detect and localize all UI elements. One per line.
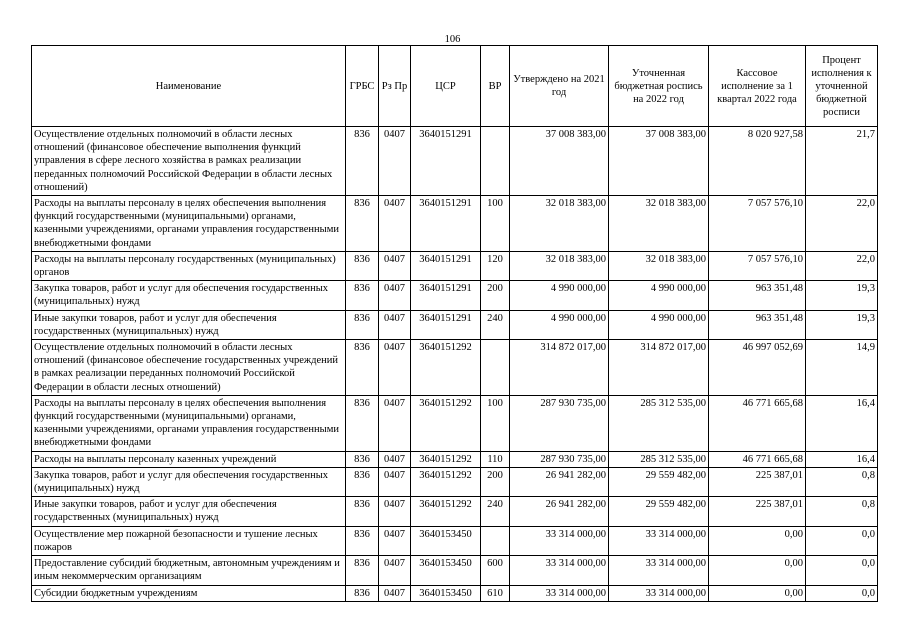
cell-percent: 0,0 [806, 526, 878, 555]
cell-cash: 46 771 665,68 [709, 395, 806, 451]
cell-rzpr: 0407 [379, 585, 411, 601]
cell-vr: 200 [481, 281, 510, 310]
cell-approved: 4 990 000,00 [510, 310, 609, 339]
cell-approved: 314 872 017,00 [510, 340, 609, 396]
col-header-rzpr: Рз Пр [379, 46, 411, 127]
table-row [32, 127, 878, 196]
cell-vr [481, 340, 510, 396]
cell-grbs: 836 [346, 497, 379, 526]
cell-csr: 3640151291 [411, 251, 481, 280]
table-row [32, 395, 878, 451]
cell-vr: 100 [481, 196, 510, 252]
cell-approved: 33 314 000,00 [510, 526, 609, 555]
cell-rzpr: 0407 [379, 497, 411, 526]
cell-approved: 32 018 383,00 [510, 196, 609, 252]
table-row [32, 556, 878, 585]
cell-name: Расходы на выплаты персоналу в целях обеспечения выполнения функций государственными (муниципальными) органами, казенными учреждениями, органами управления государственными внебюджетными фондами [32, 196, 346, 252]
table-row [32, 281, 878, 310]
cell-cash: 0,00 [709, 556, 806, 585]
cell-approved: 33 314 000,00 [510, 556, 609, 585]
cell-rzpr: 0407 [379, 127, 411, 196]
cell-grbs: 836 [346, 251, 379, 280]
cell-grbs: 836 [346, 556, 379, 585]
table-row [32, 526, 878, 555]
col-header-name: Наименование [32, 46, 346, 127]
cell-csr: 3640151292 [411, 467, 481, 496]
col-header-percent: Процент исполнения к уточненной бюджетной росписи [806, 46, 878, 127]
cell-rzpr: 0407 [379, 196, 411, 252]
cell-name: Закупка товаров, работ и услуг для обеспечения государственных (муниципальных) нужд [32, 467, 346, 496]
cell-vr: 240 [481, 310, 510, 339]
cell-rzpr: 0407 [379, 526, 411, 555]
cell-cash: 963 351,48 [709, 281, 806, 310]
cell-rzpr: 0407 [379, 395, 411, 451]
col-header-grbs: ГРБС [346, 46, 379, 127]
cell-name: Расходы на выплаты персоналу в целях обеспечения выполнения функций государственными (муниципальными) органами, казенными учреждениями, органами управления государственными внебюджетными фондами [32, 395, 346, 451]
col-header-vr: ВР [481, 46, 510, 127]
cell-percent: 14,9 [806, 340, 878, 396]
cell-rzpr: 0407 [379, 451, 411, 467]
cell-rzpr: 0407 [379, 251, 411, 280]
cell-vr: 600 [481, 556, 510, 585]
cell-refined: 285 312 535,00 [609, 395, 709, 451]
cell-rzpr: 0407 [379, 340, 411, 396]
cell-name: Иные закупки товаров, работ и услуг для обеспечения государственных (муниципальных) нужд [32, 497, 346, 526]
cell-rzpr: 0407 [379, 310, 411, 339]
cell-csr: 3640151291 [411, 281, 481, 310]
cell-percent: 0,8 [806, 497, 878, 526]
cell-percent: 19,3 [806, 281, 878, 310]
cell-refined: 4 990 000,00 [609, 310, 709, 339]
cell-cash: 8 020 927,58 [709, 127, 806, 196]
cell-rzpr: 0407 [379, 467, 411, 496]
cell-approved: 26 941 282,00 [510, 497, 609, 526]
cell-grbs: 836 [346, 310, 379, 339]
cell-approved: 33 314 000,00 [510, 585, 609, 601]
cell-csr: 3640153450 [411, 556, 481, 585]
col-header-csr: ЦСР [411, 46, 481, 127]
cell-percent: 19,3 [806, 310, 878, 339]
cell-refined: 32 018 383,00 [609, 196, 709, 252]
budget-table [31, 45, 878, 602]
header-row [32, 46, 878, 127]
cell-percent: 16,4 [806, 395, 878, 451]
cell-approved: 287 930 735,00 [510, 395, 609, 451]
cell-vr [481, 127, 510, 196]
cell-grbs: 836 [346, 467, 379, 496]
cell-cash: 46 771 665,68 [709, 451, 806, 467]
cell-cash: 46 997 052,69 [709, 340, 806, 396]
cell-vr: 240 [481, 497, 510, 526]
cell-refined: 4 990 000,00 [609, 281, 709, 310]
cell-grbs: 836 [346, 451, 379, 467]
cell-refined: 33 314 000,00 [609, 526, 709, 555]
cell-percent: 0,8 [806, 467, 878, 496]
cell-percent: 16,4 [806, 451, 878, 467]
cell-refined: 32 018 383,00 [609, 251, 709, 280]
cell-grbs: 836 [346, 127, 379, 196]
cell-grbs: 836 [346, 196, 379, 252]
cell-percent: 0,0 [806, 585, 878, 601]
cell-approved: 4 990 000,00 [510, 281, 609, 310]
cell-refined: 33 314 000,00 [609, 556, 709, 585]
cell-cash: 963 351,48 [709, 310, 806, 339]
cell-grbs: 836 [346, 340, 379, 396]
cell-cash: 225 387,01 [709, 497, 806, 526]
cell-percent: 21,7 [806, 127, 878, 196]
cell-cash: 7 057 576,10 [709, 251, 806, 280]
cell-refined: 285 312 535,00 [609, 451, 709, 467]
cell-percent: 22,0 [806, 196, 878, 252]
cell-csr: 3640151291 [411, 127, 481, 196]
table-row [32, 467, 878, 496]
cell-vr: 610 [481, 585, 510, 601]
cell-name: Расходы на выплаты персоналу казенных учреждений [32, 451, 346, 467]
cell-refined: 29 559 482,00 [609, 497, 709, 526]
cell-csr: 3640151292 [411, 395, 481, 451]
cell-grbs: 836 [346, 281, 379, 310]
cell-refined: 33 314 000,00 [609, 585, 709, 601]
table-row [32, 251, 878, 280]
cell-csr: 3640153450 [411, 526, 481, 555]
cell-grbs: 836 [346, 395, 379, 451]
cell-rzpr: 0407 [379, 556, 411, 585]
cell-name: Предоставление субсидий бюджетным, автономным учреждениям и иным некоммерческим организациям [32, 556, 346, 585]
cell-vr: 110 [481, 451, 510, 467]
cell-name: Осуществление отдельных полномочий в области лесных отношений (финансовое обеспечение выполнения функций управления в сфере лесного хозяйства в рамках реализации переданных полномочий Российской Федерации в области лесных отношений) [32, 127, 346, 196]
cell-cash: 0,00 [709, 585, 806, 601]
cell-name: Осуществление мер пожарной безопасности и тушение лесных пожаров [32, 526, 346, 555]
table-row [32, 451, 878, 467]
cell-name: Субсидии бюджетным учреждениям [32, 585, 346, 601]
cell-cash: 7 057 576,10 [709, 196, 806, 252]
cell-cash: 0,00 [709, 526, 806, 555]
cell-refined: 37 008 383,00 [609, 127, 709, 196]
cell-vr: 120 [481, 251, 510, 280]
cell-approved: 37 008 383,00 [510, 127, 609, 196]
cell-approved: 32 018 383,00 [510, 251, 609, 280]
cell-csr: 3640153450 [411, 585, 481, 601]
cell-vr: 100 [481, 395, 510, 451]
page-number: 106 [444, 34, 461, 45]
cell-percent: 0,0 [806, 556, 878, 585]
col-header-approved: Утверждено на 2021 год [510, 46, 609, 127]
cell-vr [481, 526, 510, 555]
table-row [32, 340, 878, 396]
cell-refined: 29 559 482,00 [609, 467, 709, 496]
cell-name: Иные закупки товаров, работ и услуг для обеспечения государственных (муниципальных) нужд [32, 310, 346, 339]
cell-csr: 3640151291 [411, 196, 481, 252]
cell-csr: 3640151292 [411, 340, 481, 396]
table-row [32, 585, 878, 601]
col-header-cash: Кассовое исполнение за 1 квартал 2022 года [709, 46, 806, 127]
cell-refined: 314 872 017,00 [609, 340, 709, 396]
cell-cash: 225 387,01 [709, 467, 806, 496]
cell-grbs: 836 [346, 526, 379, 555]
cell-csr: 3640151292 [411, 451, 481, 467]
cell-csr: 3640151292 [411, 497, 481, 526]
cell-name: Осуществление отдельных полномочий в области лесных отношений (финансовое обеспечение государственных учреждений в рамках реализации переданных полномочий Российской Федерации в области лесных отношений) [32, 340, 346, 396]
cell-vr: 200 [481, 467, 510, 496]
table-row [32, 310, 878, 339]
cell-percent: 22,0 [806, 251, 878, 280]
cell-grbs: 836 [346, 585, 379, 601]
col-header-refined: Уточненная бюджетная роспись на 2022 год [609, 46, 709, 127]
table-row [32, 497, 878, 526]
cell-approved: 26 941 282,00 [510, 467, 609, 496]
cell-name: Закупка товаров, работ и услуг для обеспечения государственных (муниципальных) нужд [32, 281, 346, 310]
cell-name: Расходы на выплаты персоналу государственных (муниципальных) органов [32, 251, 346, 280]
cell-csr: 3640151291 [411, 310, 481, 339]
cell-approved: 287 930 735,00 [510, 451, 609, 467]
table-row [32, 196, 878, 252]
cell-rzpr: 0407 [379, 281, 411, 310]
